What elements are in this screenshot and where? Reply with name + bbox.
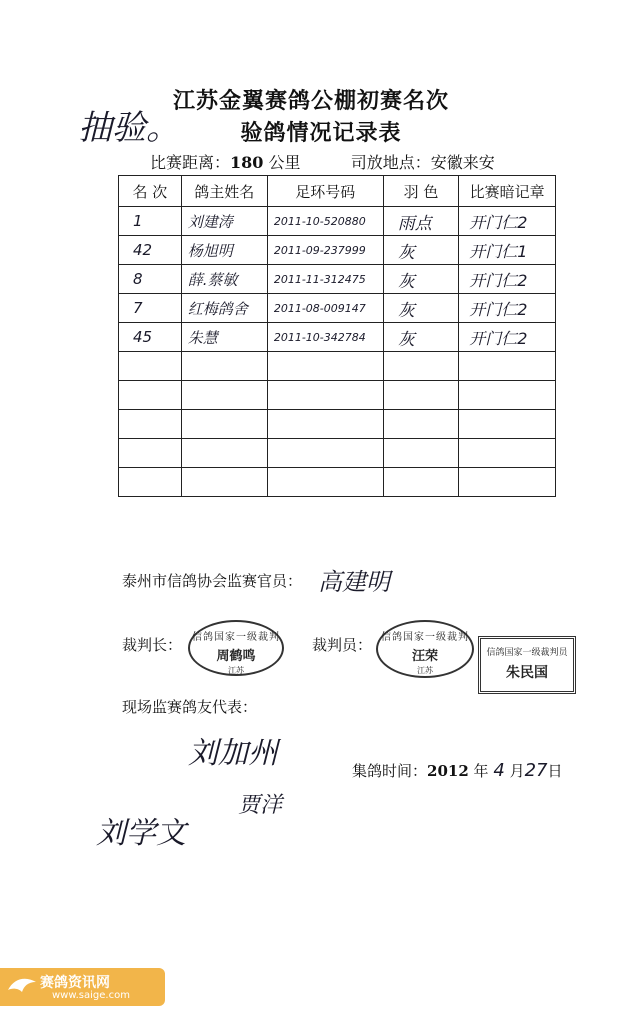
stamp-name: 汪荣 — [411, 649, 438, 664]
row-owner: 朱慧 — [187, 328, 218, 347]
judge-label: 裁判员： — [312, 636, 373, 654]
handwritten-note: 抽验。 — [78, 108, 180, 148]
row-color: 灰 — [397, 329, 415, 350]
row-mark: 开门仁2 — [469, 270, 528, 290]
collection-month: 4 — [493, 760, 505, 781]
row-color: 灰 — [397, 242, 415, 263]
table-row — [119, 207, 556, 236]
release-value: 安徽来安 — [430, 153, 495, 172]
rep-signature-3: 刘学文 — [96, 816, 186, 851]
row-ring: 2011-09-237999 — [273, 243, 366, 257]
supervisor-signature: 高建明 — [318, 568, 390, 596]
stamp-top-text: 信鸽国家一级裁判员 — [486, 648, 568, 658]
table-row — [119, 236, 556, 265]
rep-signature-1: 刘加州 — [188, 736, 278, 771]
row-rank: 8 — [133, 270, 143, 288]
page-title: 江苏金翼赛鸽公棚初赛名次 — [172, 88, 449, 114]
header-color: 羽 色 — [383, 176, 458, 207]
supervisor-label: 泰州市信鸽协会监赛官员： — [122, 572, 303, 590]
row-mark: 开门仁2 — [469, 299, 528, 319]
release-label: 司放地点： — [350, 153, 431, 172]
header-ring: 足环号码 — [267, 176, 383, 207]
collection-label: 集鸽时间： — [352, 762, 428, 780]
stamp-bottom-text: 江苏 — [417, 666, 433, 675]
collection-time — [352, 760, 563, 781]
collection-day: 27 — [524, 760, 548, 781]
pigeon-icon — [6, 972, 38, 1006]
row-owner: 刘建涛 — [187, 212, 233, 231]
row-rank: 42 — [133, 241, 153, 259]
table-row — [119, 265, 556, 294]
row-color: 灰 — [397, 271, 415, 292]
row-owner: 红梅鸽舍 — [187, 299, 248, 318]
header-rank: 名 次 — [119, 176, 182, 207]
table-row-empty — [119, 381, 556, 410]
row-owner: 薛.蔡敏 — [187, 270, 238, 289]
table-row-empty — [119, 439, 556, 468]
row-mark: 开门仁2 — [469, 212, 528, 232]
row-rank: 7 — [133, 299, 143, 317]
row-mark: 开门仁1 — [469, 241, 528, 261]
stamp-bottom-text: 江苏 — [228, 666, 244, 675]
row-ring: 2011-08-009147 — [273, 301, 366, 315]
row-ring: 2011-10-342784 — [273, 330, 366, 344]
table-row-empty — [119, 410, 556, 439]
rep-signature-2: 贾洋 — [238, 793, 283, 818]
row-rank: 45 — [133, 328, 153, 346]
table-row-empty — [119, 352, 556, 381]
stamp-name: 朱民国 — [506, 665, 548, 681]
representative-label: 现场监赛鸽友代表： — [122, 698, 258, 716]
distance-unit: 公里 — [268, 153, 301, 172]
row-mark: 开门仁2 — [469, 328, 528, 348]
collection-year-unit: 年 — [473, 762, 489, 780]
distance-label: 比赛距离： — [150, 153, 231, 172]
table-row — [119, 294, 556, 323]
table-row-empty — [119, 468, 556, 497]
results-table — [118, 175, 556, 497]
table-header-row — [119, 176, 556, 207]
chief-judge-stamp — [188, 620, 284, 676]
header-mark: 比赛暗记章 — [459, 176, 556, 207]
collection-day-unit: 日 — [547, 762, 563, 780]
row-rank: 1 — [133, 212, 143, 230]
header-owner: 鸽主姓名 — [181, 176, 267, 207]
collection-month-unit: 月 — [509, 762, 525, 780]
row-owner: 杨旭明 — [187, 241, 233, 260]
stamp-name: 周鹤鸣 — [216, 649, 256, 664]
judge-stamp — [376, 620, 474, 678]
watermark-url: www.saige.com — [52, 990, 130, 1001]
distance-value: 180 — [230, 153, 264, 172]
row-color: 雨点 — [397, 213, 432, 234]
collection-year: 2012 — [427, 762, 469, 780]
race-info — [150, 150, 495, 173]
table-row — [119, 323, 556, 352]
row-ring: 2011-10-520880 — [273, 214, 366, 228]
row-ring: 2011-11-312475 — [273, 272, 366, 286]
stamp-top-text: 信鸽国家一级裁判 — [192, 632, 280, 643]
judge-square-stamp — [478, 636, 576, 694]
page-subtitle: 验鸽情况记录表 — [240, 120, 402, 146]
row-color: 灰 — [397, 300, 415, 321]
chief-judge-label: 裁判长： — [122, 636, 183, 654]
watermark-site-name: 赛鸽资讯网 — [40, 975, 110, 991]
stamp-top-text: 信鸽国家一级裁判 — [381, 632, 469, 643]
